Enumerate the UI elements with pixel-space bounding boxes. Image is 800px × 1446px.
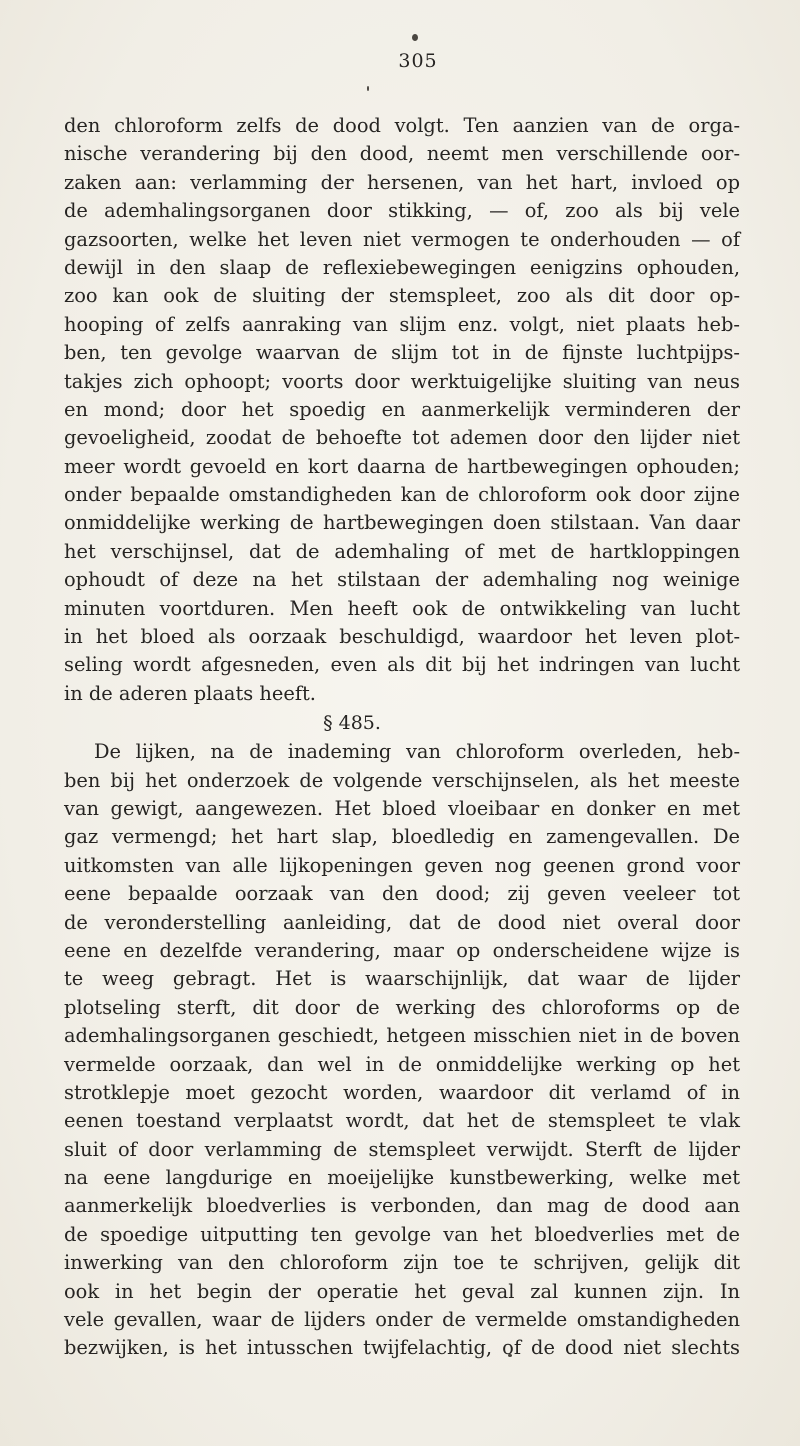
text-line: onmiddelijke werking de hartbewegingen doen stilstaan. Van daar [64,511,740,535]
text-line: na eene langdurige en moeijelijke kunstbewerking, welke met [64,1166,740,1190]
text-line: in de aderen plaats heeft. [64,681,316,705]
text-line: eene en dezelfde verandering, maar op onderscheidene wijze is [64,938,740,962]
text-line: en mond; door het spoedig en aanmerkelijk verminderen der [64,397,740,421]
text-line: vermelde oorzaak, dan wel in de onmiddelijke werking op het [64,1052,740,1076]
text-line: den chloroform zelfs de dood volgt. Ten aanzien van de orga- [64,114,740,137]
text-line: van gewigt, aangewezen. Het bloed vloeibaar en donker en met [64,796,740,820]
text-line: eenen toestand verplaatst wordt, dat het de stemspleet te vlak [64,1109,740,1133]
text-line: inwerking van den chloroform zijn toe te schrijven, gelijk dit [64,1251,740,1275]
text-line: aanmerkelijk bloedverlies is verbonden, dan mag de dood aan [64,1194,740,1218]
text-line: ook in het begin der operatie het geval zal kunnen zijn. In [64,1279,740,1303]
text-line: uitkomsten van alle lijkopeningen geven nog geenen grond voor [64,853,740,877]
text-line: gaz vermengd; het hart slap, bloedledig en zamengevallen. De [64,825,740,849]
body-text [64,112,740,1363]
text-line: de ademhalingsorganen door stikking, — of, zoo als bij vele [64,199,740,223]
section-heading: § 485. [323,712,381,735]
text-line: sluit of door verlamming de stemspleet verwijdt. Sterft de lijder [64,1137,740,1161]
text-line: in het bloed als oorzaak beschuldigd, waardoor het leven plot- [64,625,740,649]
text-line: eene bepaalde oorzaak van den dood; zij geven veeleer tot [64,882,740,906]
text-line: de veronderstelling aanleiding, dat de dood niet overal door [64,910,740,934]
text-line: takjes zich ophoopt; voorts door werktuigelijke sluiting van neus [64,369,740,393]
ink-speck [367,86,369,91]
text-line: gazsoorten, welke het leven niet vermogen te onderhouden — of [64,227,740,251]
text-line: de spoedige uitputting ten gevolge van het bloedverlies met de [64,1222,740,1246]
text-line: bezwijken, is het intusschen twijfelachtig, of de dood niet slechts [64,1336,740,1360]
text-line: De lijken, na de inademing van chloroform overleden, heb- [94,740,740,764]
paragraph-1 [64,112,740,708]
text-line: minuten voortduren. Men heeft ook de ontwikkeling van lucht [64,596,740,620]
text-line: vele gevallen, waar de lijders onder de vermelde omstandigheden [64,1308,740,1332]
text-line: seling wordt afgesneden, even als dit bij het indringen van lucht [64,653,740,677]
text-line: zoo kan ook de sluiting der stemspleet, zoo als dit door op- [64,284,740,308]
text-line: ophoudt of deze na het stilstaan der ademhaling nog weinige [64,568,740,592]
text-line: dewijl in den slaap de reflexiebewegingen eenigzins ophouden, [64,255,740,279]
paragraph-2 [64,738,740,1363]
ink-speck [412,34,418,41]
text-line: ben, ten gevolge waarvan de slijm tot in de fijnste luchtpijps- [64,341,740,365]
text-line: onder bepaalde omstandigheden kan de chloroform ook door zijne [64,483,740,507]
text-line: het verschijnsel, dat de ademhaling of met de hartkloppingen [64,539,740,563]
text-line: zaken aan: verlamming der hersenen, van het hart, invloed op [64,170,740,194]
text-line: hooping of zelfs aanraking van slijm enz. volgt, niet plaats heb- [64,312,740,336]
text-line: plotseling sterft, dit door de werking des chloroforms op de [64,995,740,1019]
text-line: meer wordt gevoeld en kort daarna de hartbewegingen ophouden; [64,454,740,478]
text-line: ademhalingsorganen geschiedt, hetgeen misschien niet in de boven [64,1024,740,1048]
text-line: gevoeligheid, zoodat de behoefte tot ademen door den lijder niet [64,426,740,450]
page-number: 305 [398,50,438,72]
text-line: nische verandering bij den dood, neemt men verschillende oor- [64,142,740,166]
text-line: ben bij het onderzoek de volgende verschijnselen, als het meeste [64,768,740,792]
text-line: strotklepje moet gezocht worden, waardoor dit verlamd of in [64,1080,740,1104]
text-line: te weeg gebragt. Het is waarschijnlijk, dat waar de lijder [64,967,740,991]
